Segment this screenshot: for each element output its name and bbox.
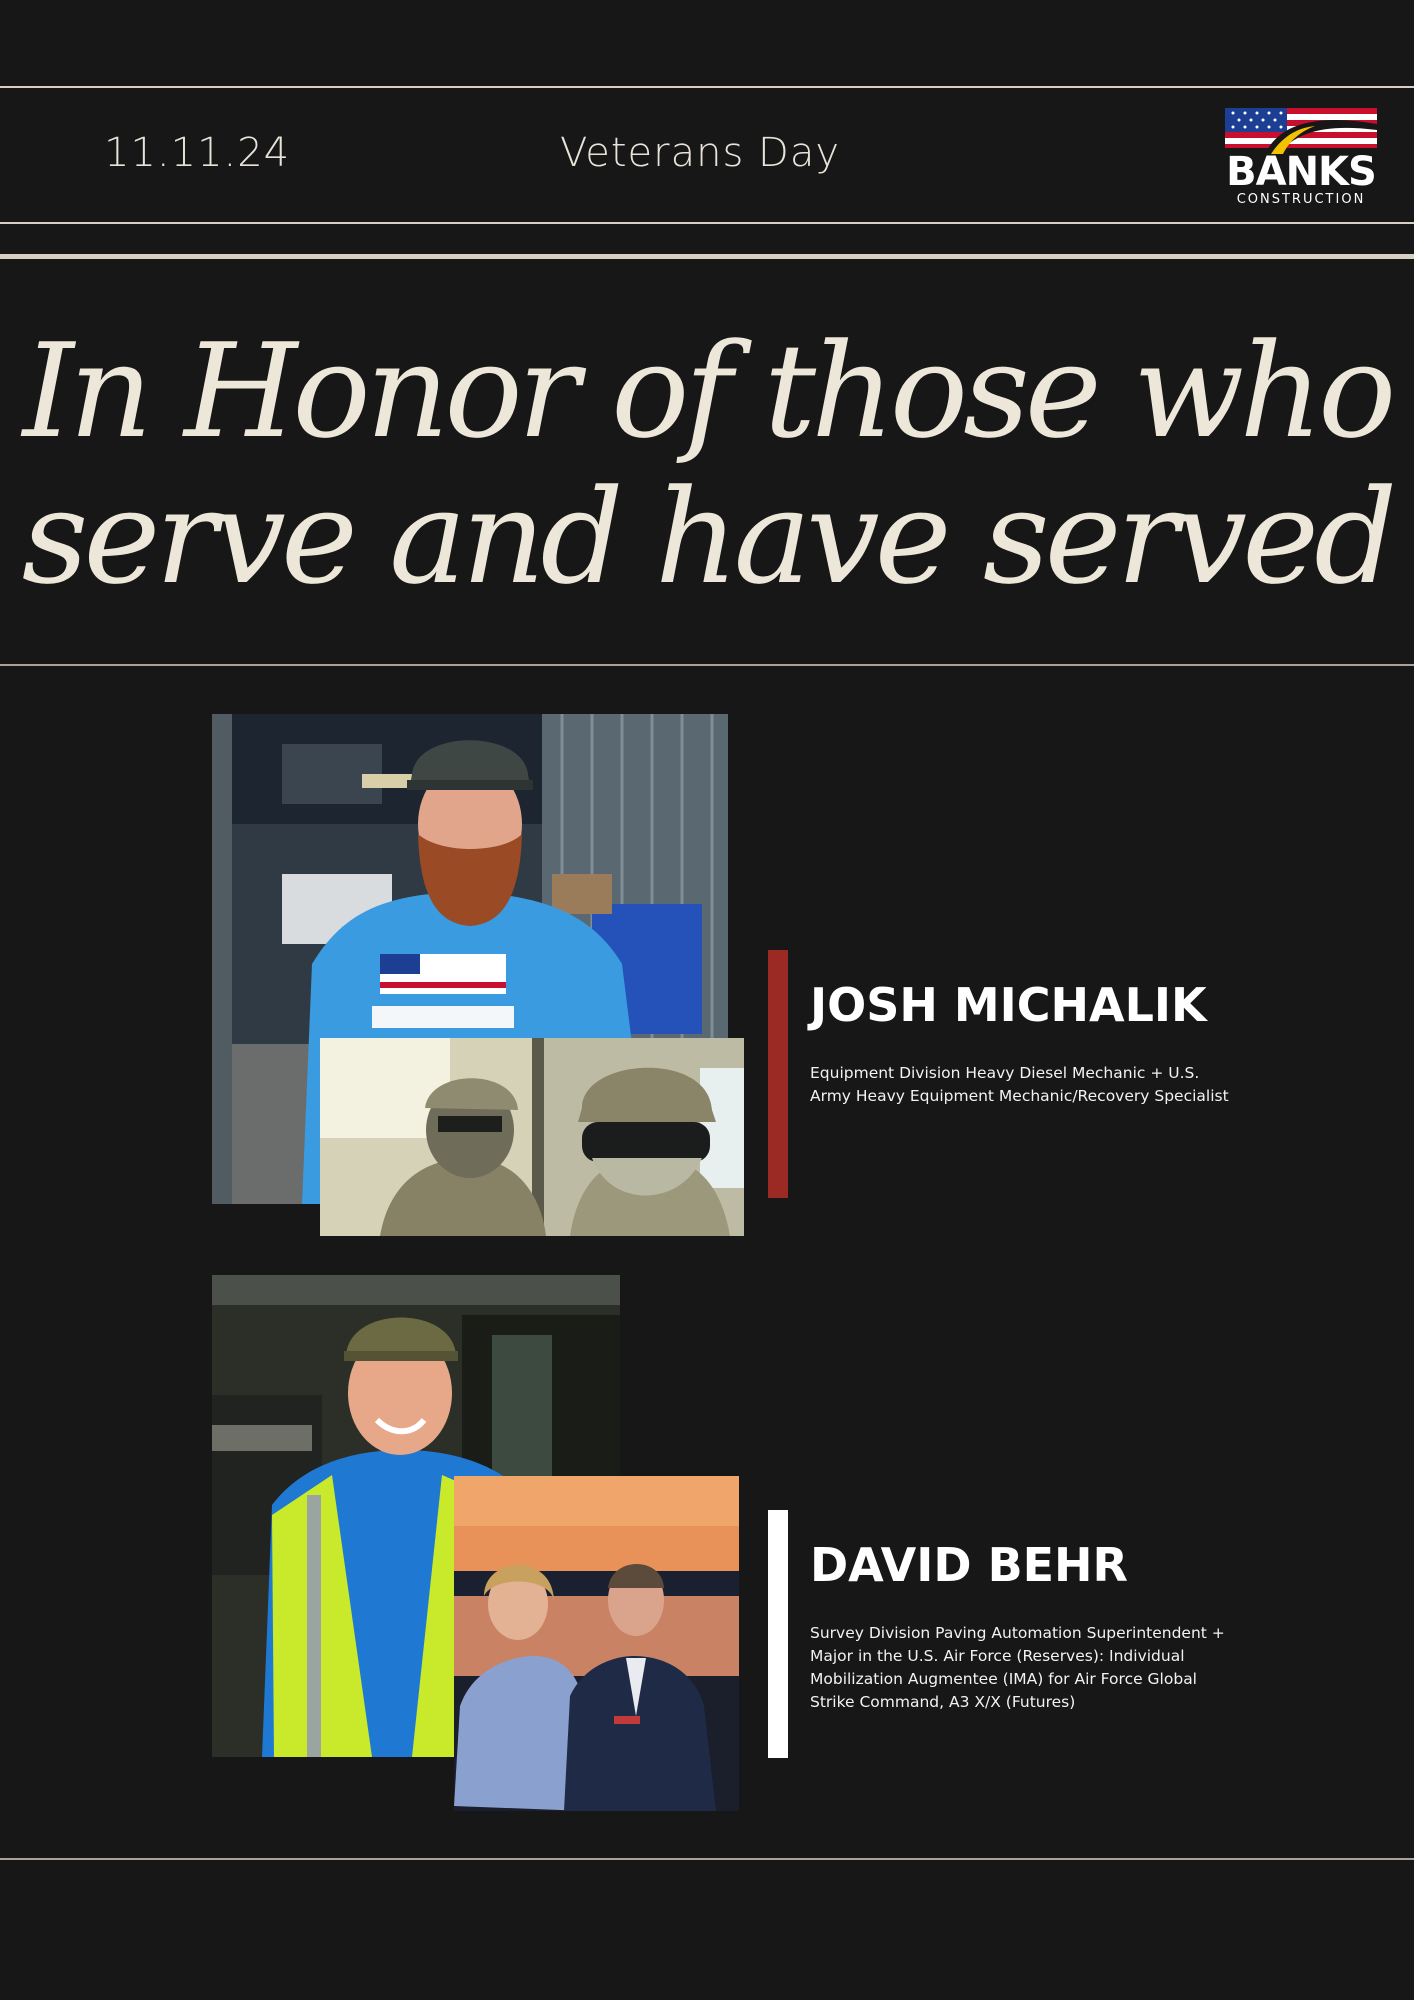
headline-line-1: In Honor of those who — [22, 315, 1392, 467]
headline-line-2: serve and have served — [21, 461, 1393, 613]
date: 11.11.24 — [104, 130, 291, 176]
army-helmet-selfie-photo — [320, 1038, 744, 1236]
header-bottom-rule — [0, 222, 1414, 224]
veteran-name-david-behr: DAVID BEHR — [810, 1538, 1128, 1592]
banks-construction-logo — [1225, 108, 1377, 206]
accent-bar-white — [768, 1510, 788, 1758]
footer-rule — [0, 1858, 1414, 1860]
headline-bottom-rule — [0, 664, 1414, 666]
event-title: Veterans Day — [560, 130, 841, 176]
headline — [0, 315, 1414, 613]
top-rule — [0, 86, 1414, 88]
accent-bar-red — [768, 950, 788, 1198]
flag-swoosh-icon — [1225, 108, 1377, 154]
logo-subtitle: CONSTRUCTION — [1236, 192, 1366, 207]
logo-wordmark: BANKS — [1226, 149, 1376, 195]
veteran-role-josh-michalik: Equipment Division Heavy Diesel Mechanic + U.S. Army Heavy Equipment Mechanic/Recovery Specialist — [810, 1064, 1229, 1105]
veteran-name-josh-michalik: JOSH MICHALIK — [810, 978, 1207, 1032]
header-double-rule — [0, 254, 1414, 259]
couple-at-sunset-photo — [454, 1476, 739, 1811]
veteran-role-david-behr: Survey Division Paving Automation Superintendent + Major in the U.S. Air Force (Reserves): Individual Mobilization Augmentee (IMA) for Air Force Global Strike Command, A3 X/X (Futures) — [810, 1624, 1225, 1711]
